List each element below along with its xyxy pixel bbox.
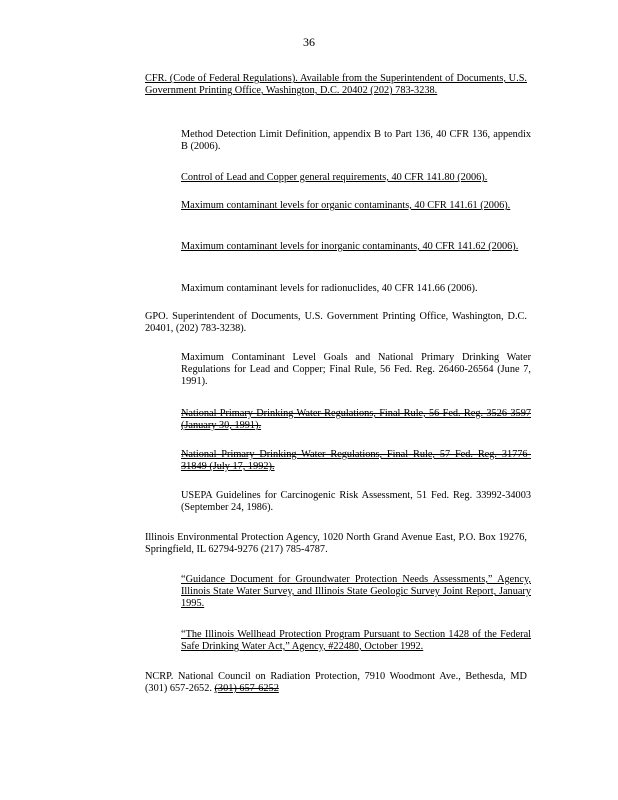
gpo-item-1991-rule-struck: National Primary Drinking Water Regulations, Final Rule, 56 Fed. Reg. 3526-3597 (January 30, 1991). [181, 408, 531, 431]
cfr-item-method-detection-limit: Method Detection Limit Definition, appendix B to Part 136, 40 CFR 136, appendix B (2006). [181, 129, 531, 152]
iepa-item-guidance-document: “Guidance Document for Groundwater Protection Needs Assessments,” Agency, Illinois State Water Survey, and Illinois State Geologic Survey Joint Report, January 1995. [181, 574, 531, 609]
iepa-reference: Illinois Environmental Protection Agency, 1020 North Grand Avenue East, P.O. Box 19276, Springfield, IL 62794-9276 (217) 785-4787. [145, 532, 527, 555]
iepa-item-wellhead-program: “The Illinois Wellhead Protection Program Pursuant to Section 1428 of the Federal Safe Drinking Water Act,” Agency, #22480, October 1992. [181, 629, 531, 652]
gpo-item-lead-copper-rule: Maximum Contaminant Level Goals and National Primary Drinking Water Regulations for Lead and Copper; Final Rule, 56 Fed. Reg. 26460-26564 (June 7, 1991). [181, 352, 531, 387]
cfr-item-organic-mcl: Maximum contaminant levels for organic contaminants, 40 CFR 141.61 (2006). [181, 200, 511, 211]
cfr-item-inorganic-mcl: Maximum contaminant levels for inorganic contaminants, 40 CFR 141.62 (2006). [181, 241, 519, 252]
ncrp-reference [145, 671, 527, 695]
cfr-item-radionuclides-mcl: Maximum contaminant levels for radionuclides, 40 CFR 141.66 (2006). [181, 283, 478, 294]
cfr-item-lead-copper: Control of Lead and Copper general requirements, 40 CFR 141.80 (2006). [181, 172, 488, 183]
cfr-reference: CFR. (Code of Federal Regulations). Available from the Superintendent of Documents, U.S. Government Printing Office, Washington, D.C. 20402 (202) 783-3238. [145, 73, 527, 96]
gpo-reference: GPO. Superintendent of Documents, U.S. Government Printing Office, Washington, D.C. 20401, (202) 783-3238). [145, 311, 527, 334]
gpo-item-1992-rule-struck: National Primary Drinking Water Regulations, Final Rule, 57 Fed. Reg. 31776-31849 (July 17, 1992). [181, 449, 531, 472]
ncrp-struck-phone: (301) 657-6252 [214, 683, 279, 694]
page-number: 36 [303, 35, 315, 49]
gpo-item-carcinogenic-guidelines: USEPA Guidelines for Carcinogenic Risk Assessment, 51 Fed. Reg. 33992-34003 (September 24, 1986). [181, 490, 531, 513]
ncrp-text: NCRP. National Council on Radiation Protection, 7910 Woodmont Ave., Bethesda, MD (301) 657-2652. [145, 671, 527, 694]
